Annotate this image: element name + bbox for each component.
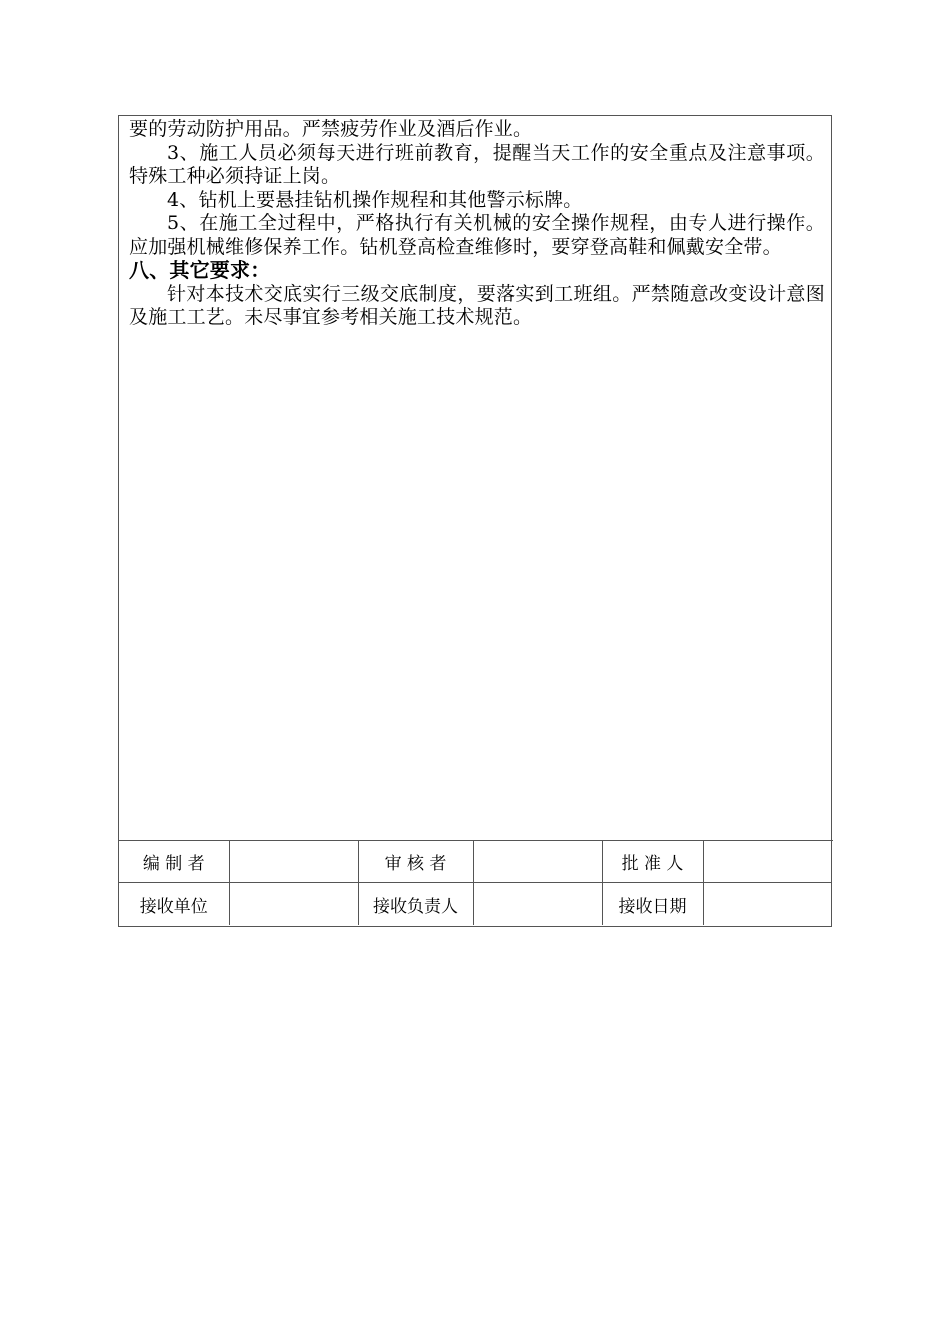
receive-date-field[interactable] <box>703 883 831 926</box>
receive-date-label: 接收日期 <box>602 883 703 926</box>
receiving-unit-label: 接收单位 <box>119 883 229 926</box>
compiler-field[interactable] <box>229 840 358 883</box>
disclosure-form <box>118 115 832 927</box>
receipt-row <box>119 883 831 926</box>
paragraph-item-3: 3、施工人员必须每天进行班前教育，提醒当天工作的安全重点及注意事项。特殊工种必须持证上岗。 <box>129 141 825 187</box>
content-cell <box>119 116 833 841</box>
approver-label: 批 准 人 <box>602 840 703 883</box>
section-heading-other-requirements: 八、其它要求： <box>129 258 271 282</box>
signature-row <box>119 840 831 883</box>
paragraph-ppe: 要的劳动防护用品。严禁疲劳作业及酒后作业。 <box>129 118 533 140</box>
compiler-label: 编 制 者 <box>119 840 229 883</box>
signature-table <box>119 840 831 925</box>
receiver-label: 接收负责人 <box>358 883 473 926</box>
receiving-unit-field[interactable] <box>229 883 358 926</box>
paragraph-item-4: 4、钻机上要悬挂钻机操作规程和其他警示标牌。 <box>167 188 583 211</box>
approver-field[interactable] <box>703 840 831 883</box>
reviewer-label: 审 核 者 <box>358 840 473 883</box>
paragraph-other-requirements: 针对本技术交底实行三级交底制度，要落实到工班组。严禁随意改变设计意图及施工工艺。未尽事宜参考相关施工技术规范。 <box>129 282 825 328</box>
receiver-field[interactable] <box>473 883 602 926</box>
reviewer-field[interactable] <box>473 840 602 883</box>
paragraph-item-5: 5、在施工全过程中，严格执行有关机械的安全操作规程，由专人进行操作。应加强机械维修保养工作。钻机登高检查维修时，要穿登高鞋和佩戴安全带。 <box>129 212 825 258</box>
